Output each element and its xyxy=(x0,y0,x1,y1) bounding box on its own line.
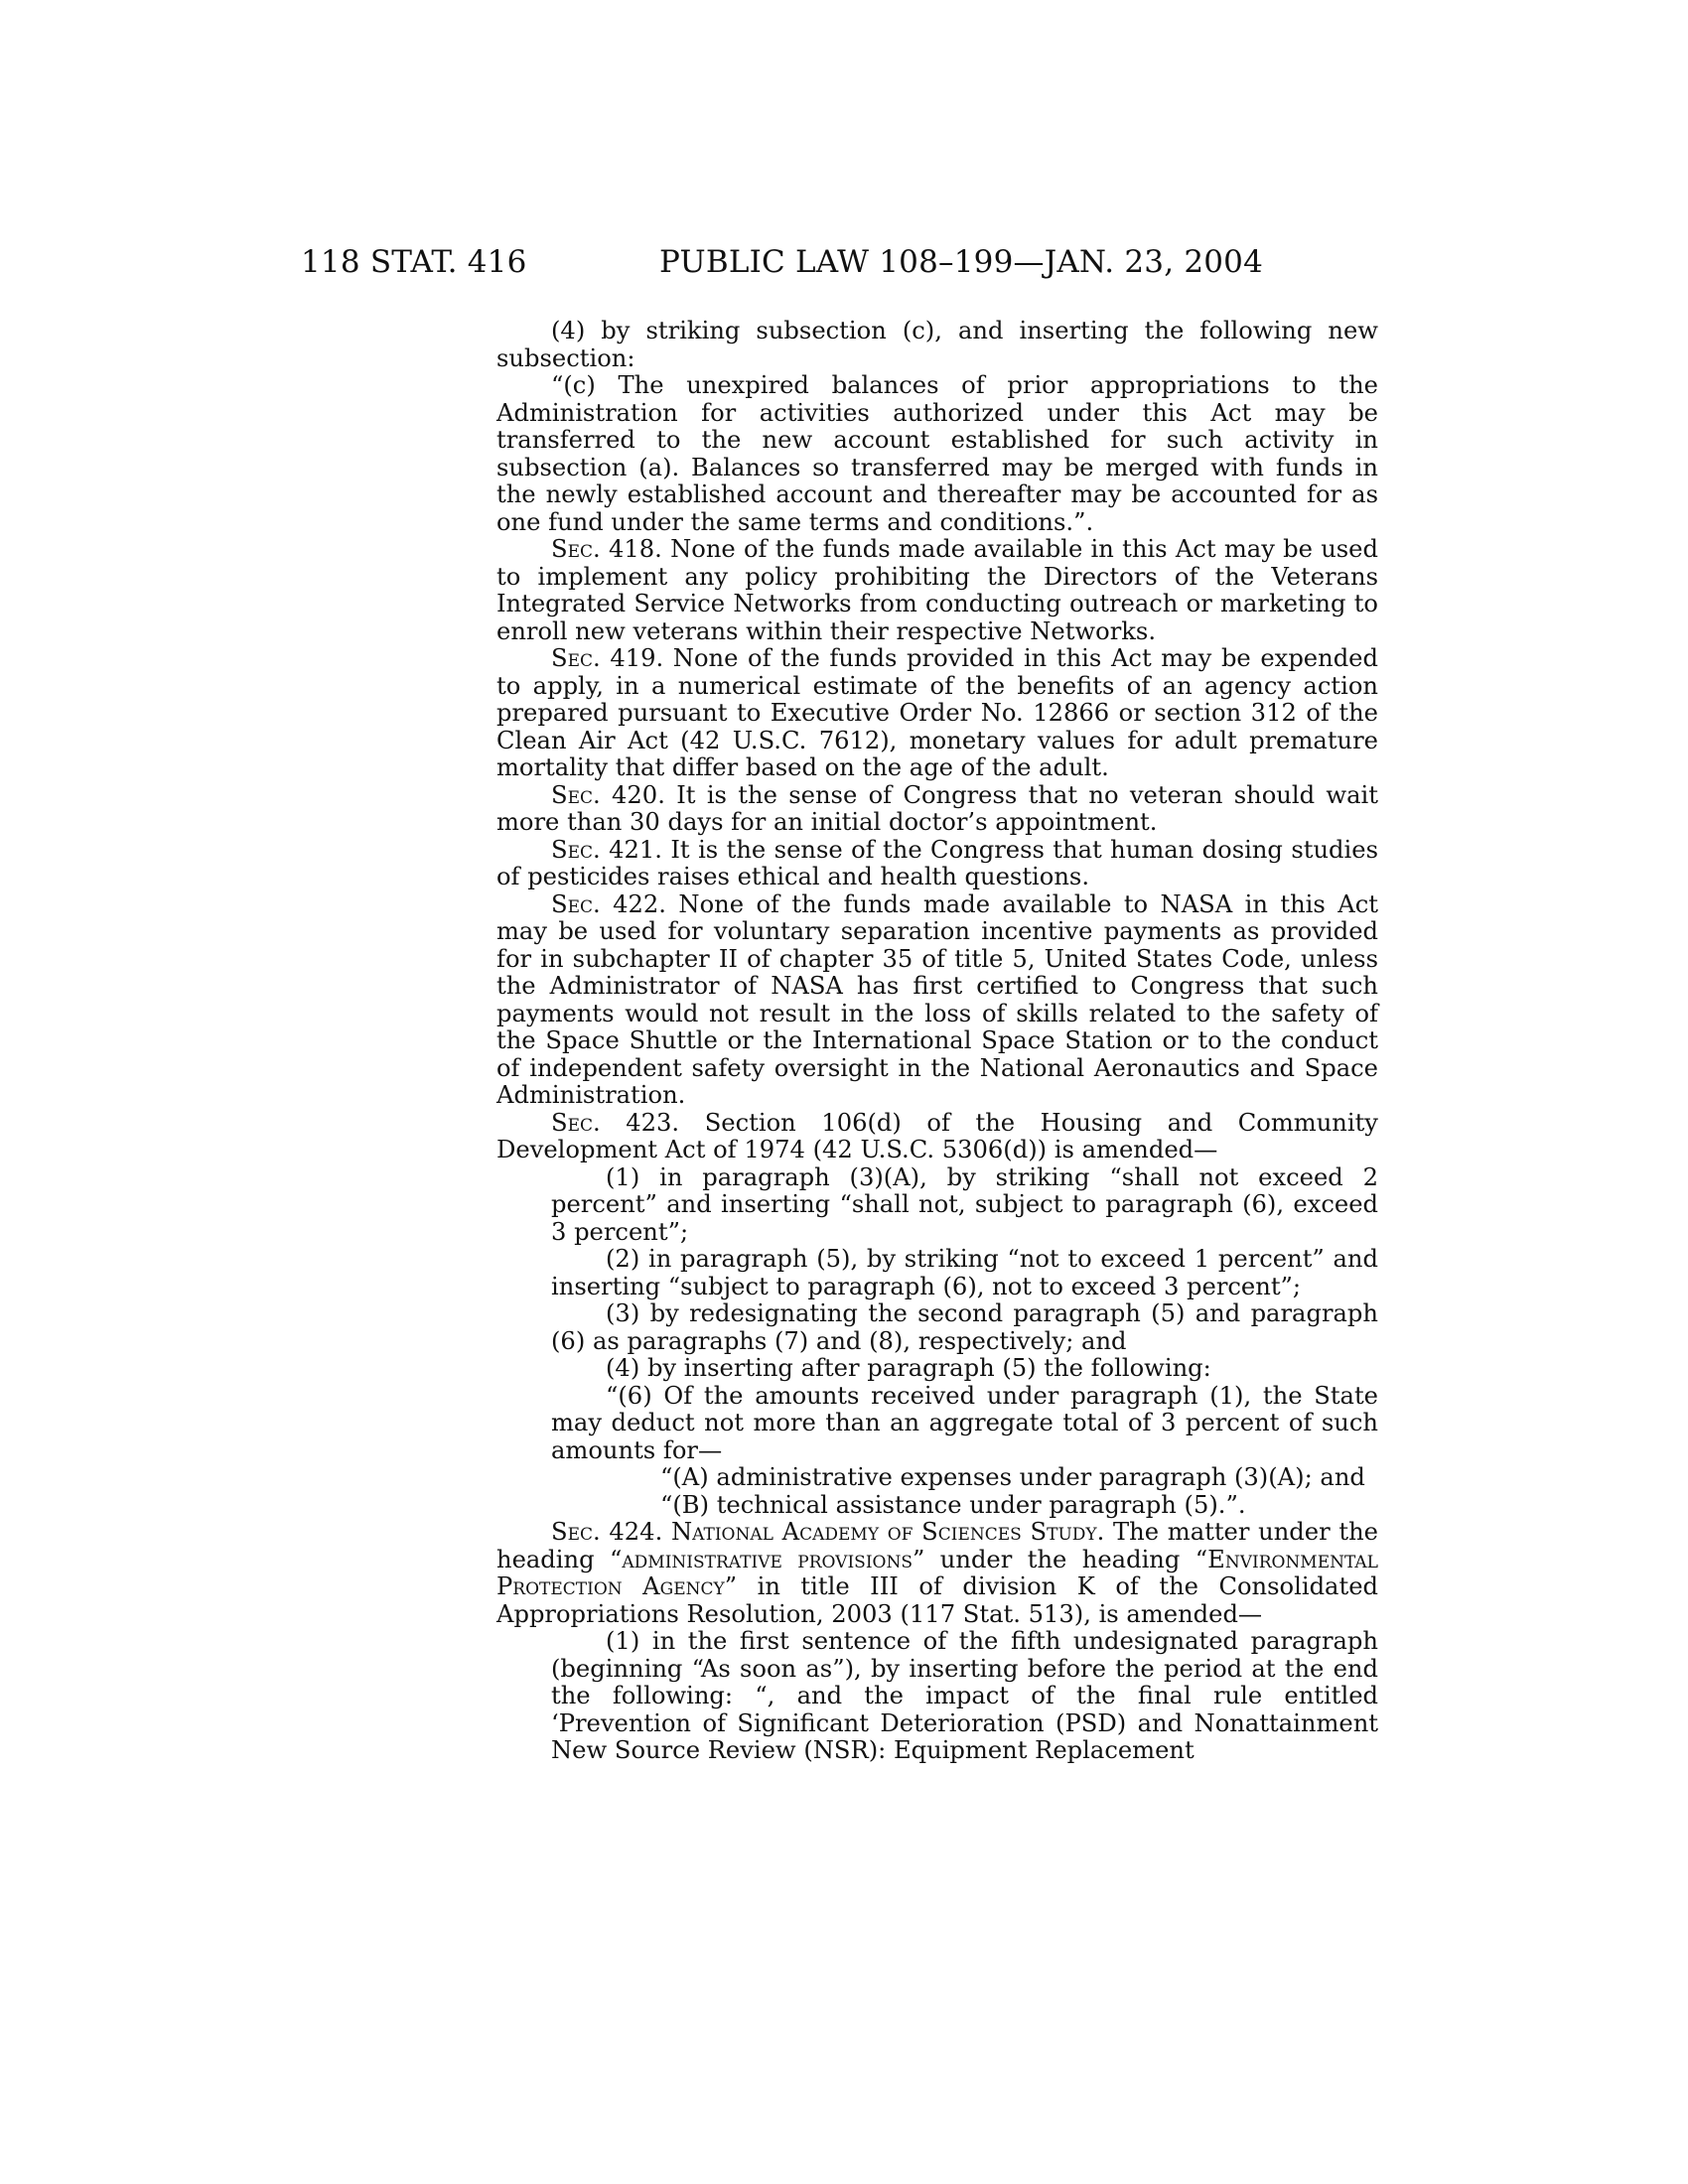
body-text xyxy=(496,318,1378,1765)
paragraph: (1) in the first sentence of the fifth undesignated paragraph (beginning “As soon as”), by inserting before the period at the end the following: “, and the impact of the final rule entitled ‘Prevention of Significant Deterioration (PSD) and Nonattainment New Source Review (NSR): Equipment Replacement xyxy=(551,1627,1378,1764)
paragraph: “(6) Of the amounts received under paragraph (1), the State may deduct not more than an aggregate total of 3 percent of such amounts for— xyxy=(551,1381,1378,1464)
sec-label: Sec. xyxy=(551,535,601,563)
paragraph: “(c) The unexpired balances of prior appropriations to the Administration for activities authorized under this Act may be transferred to the new account established for such activity in subsection (a). Balances so transferred may be merged with funds in the newly established account and thereafter may be accounted for as one fund under the same terms and conditions.”. xyxy=(496,371,1378,536)
sec-label: Sec. xyxy=(551,644,601,672)
section-420 xyxy=(496,782,1378,837)
section-421 xyxy=(496,837,1378,891)
paragraph: “(B) technical assistance under paragraph (5).”. xyxy=(660,1490,1246,1519)
section-text: 422. None of the funds made available to NASA in this Act may be used for voluntary separation incentive payments as provided for in subchapter II of chapter 35 of title 5, United States Code, unless the Administrator of NASA has first certified to Congress that such payments would not result in the loss of skills related to the safety of the Space Shuttle or the International Space Station or to the conduct of independent safety oversight in the National Aeronautics and Space Administration. xyxy=(496,889,1378,1109)
section-419 xyxy=(496,645,1378,782)
paragraph: (1) in paragraph (3)(A), by striking “shall not exceed 2 percent” and inserting “shall not, subject to paragraph (6), exceed 3 percent”; xyxy=(551,1162,1378,1246)
sec-label: Sec. xyxy=(551,889,601,918)
section-422 xyxy=(496,891,1378,1110)
section-424: Sec. 424. National Academy of Sciences Study. The matter under the heading “administrative provisions” under the heading “Environmental Protection Agency” in title III of division K of the Consolidated Appropriations Resolution, 2003 (117 Stat. 513), is amended— xyxy=(496,1518,1378,1628)
paragraph: (4) by striking subsection (c), and inserting the following new subsection: xyxy=(496,317,1378,372)
section-text: 423. Section 106(d) of the Housing and Community Development Act of 1974 (42 U.S.C. 5306(d)) is amended— xyxy=(496,1108,1378,1163)
section-text: 418. None of the funds made available in this Act may be used to implement any policy prohibiting the Directors of the Veterans Integrated Service Networks from conducting outreach or marketing to enroll new veterans within their respective Networks. xyxy=(496,535,1378,645)
running-header: PUBLIC LAW 108–199—JAN. 23, 2004 xyxy=(659,244,1264,280)
section-423 xyxy=(496,1110,1378,1164)
sec-label: Sec. xyxy=(551,780,601,809)
stat-citation: 118 STAT. 416 xyxy=(301,244,527,280)
section-heading: National Academy of Sciences Study xyxy=(670,1518,1097,1546)
paragraph: (4) by inserting after paragraph (5) the following: xyxy=(606,1354,1211,1382)
sec-label: Sec. xyxy=(551,835,601,864)
section-418 xyxy=(496,536,1378,645)
paragraph: (3) by redesignating the second paragraph (5) and paragraph (6) as paragraphs (7) and (8), respectively; and xyxy=(551,1299,1378,1355)
sec-label: Sec. xyxy=(551,1108,601,1137)
section-text: 419. None of the funds provided in this Act may be expended to apply, in a numerical estimate of the benefits of an agency action prepared pursuant to Executive Order No. 12866 or section 312 of the Clean Air Act (42 U.S.C. 7612), monetary values for adult premature mortality that differ based on the age of the adult. xyxy=(496,644,1378,781)
paragraph: (2) in paragraph (5), by striking “not to exceed 1 percent” and inserting “subject to paragraph (6), not to exceed 3 percent”; xyxy=(551,1245,1378,1300)
sec-label: Sec. xyxy=(551,1518,601,1546)
paragraph: “(A) administrative expenses under paragraph (3)(A); and xyxy=(660,1463,1365,1491)
section-text: 421. It is the sense of the Congress that human dosing studies of pesticides raises ethical and health questions. xyxy=(496,835,1378,890)
section-text: 420. It is the sense of Congress that no veteran should wait more than 30 days for an initial doctor’s appointment. xyxy=(496,780,1378,836)
